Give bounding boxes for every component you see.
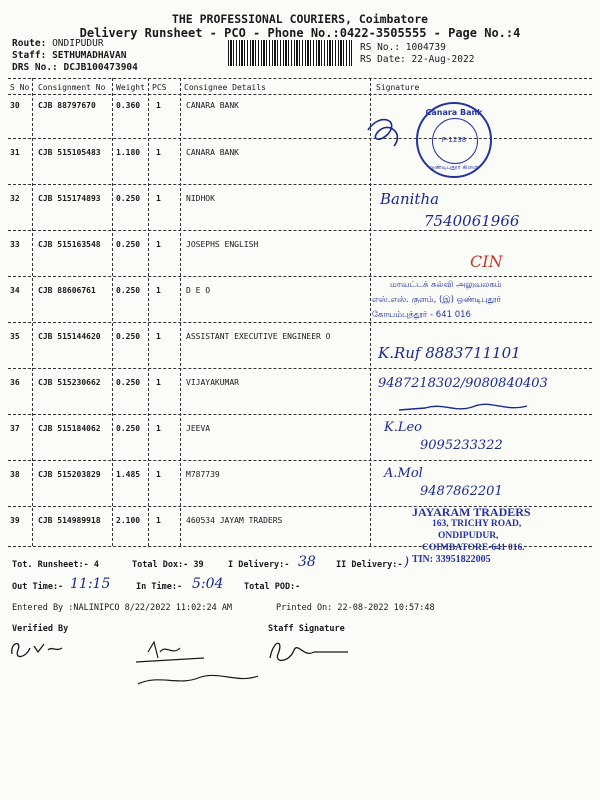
route-row	[12, 38, 104, 49]
row-consignee: VIJAYAKUMAR	[186, 378, 239, 387]
route-value: ONDIPUDUR	[52, 38, 104, 49]
row-line	[8, 322, 592, 323]
col-sep	[32, 78, 33, 546]
ii-delivery-value: )	[404, 555, 410, 570]
row37-sign-phone: 9095233322	[420, 438, 503, 453]
row-sno: 36	[10, 378, 20, 387]
rs-date-value: 22-Aug-2022	[411, 54, 475, 65]
rs-no-label: RS No.:	[360, 42, 401, 53]
total-pod-label: Total POD:-	[244, 582, 301, 592]
row-consignee: 460534 JAYAM TRADERS	[186, 516, 283, 525]
row-sno: 34	[10, 286, 20, 295]
row-consignment: CJB 88797670	[38, 101, 96, 110]
row33-mark: CIN	[470, 252, 503, 271]
out-time-label: Out Time:-	[12, 582, 64, 592]
ii-delivery-label: II Delivery:-	[336, 560, 403, 570]
staff-label: Staff:	[12, 50, 47, 61]
row-consignee: CANARA BANK	[186, 101, 239, 110]
row-consignee: JOSEPHS ENGLISH	[186, 240, 259, 249]
row-weight: 0.360	[116, 101, 141, 110]
row-pcs: 1	[156, 286, 161, 295]
col-signature: Signature	[376, 83, 420, 92]
trader-address-2: ONDIPUDUR,	[438, 531, 499, 541]
row35-sign: K.Ruf 8883711101	[378, 344, 521, 362]
stamp-bank-branch: ஒண்டிபுதூர் கிளை	[429, 164, 479, 171]
row-line	[8, 368, 592, 369]
row-consignment: CJB 515174893	[38, 194, 101, 203]
route-label: Route:	[12, 38, 47, 49]
row-weight: 2.100	[116, 516, 141, 525]
tot-runsheet: Tot. Runsheet:- 4	[12, 560, 99, 570]
row-consignee: JEEVA	[186, 424, 211, 433]
in-time-label: In Time:-	[136, 582, 183, 592]
runsheet-title: THE PROFESSIONAL COURIERS, Coimbatore	[171, 12, 429, 26]
row-sno: 35	[10, 332, 20, 341]
row-sno: 38	[10, 470, 20, 479]
row-sno: 33	[10, 240, 20, 249]
col-sep	[112, 78, 113, 546]
row-sno: 31	[10, 148, 20, 157]
row-pcs: 1	[156, 424, 161, 433]
row-consignee: M787739	[186, 470, 220, 479]
trader-address-3: COIMBATORE-641 016.	[422, 543, 525, 553]
deo-stamp-line2: எஸ்.எஸ். குளம், (இ) ஒண்டிபுதூர்	[372, 295, 502, 305]
out-time-value: 11:15	[70, 576, 111, 592]
runsheet-subtitle: Delivery Runsheet - PCO - Phone No.:0422-3505555 - Page No.:4	[79, 26, 521, 40]
row-line	[8, 276, 592, 277]
row-weight: 0.250	[116, 194, 141, 203]
table-top-line	[8, 78, 592, 79]
row-pcs: 1	[156, 378, 161, 387]
row-sno: 30	[10, 101, 20, 110]
col-sep	[180, 78, 181, 546]
i-delivery-value: 38	[298, 554, 316, 570]
staff-row	[12, 50, 126, 61]
rs-no-row	[360, 42, 446, 53]
staff-signature-label: Staff Signature	[268, 624, 345, 634]
footer-signatures	[8, 634, 368, 694]
row-line	[8, 138, 592, 139]
table-header-line	[8, 94, 592, 95]
verified-by-label: Verified By	[12, 624, 69, 634]
in-time-value: 5:04	[192, 576, 224, 592]
barcode	[228, 40, 352, 66]
row32-sign-name: Banitha	[380, 190, 440, 208]
row-consignee: ASSISTANT EXECUTIVE ENGINEER O	[186, 332, 331, 341]
row-line	[8, 230, 592, 231]
row-pcs: 1	[156, 194, 161, 203]
col-consignee: Consignee Details	[184, 83, 266, 92]
row-pcs: 1	[156, 516, 161, 525]
row-consignee: D E O	[186, 286, 211, 295]
col-sep	[148, 78, 149, 546]
row32-sign-phone: 7540061966	[424, 212, 520, 230]
row36-signature-stroke	[395, 398, 535, 418]
row-weight: 0.250	[116, 240, 141, 249]
row-line	[8, 460, 592, 461]
row-weight: 0.250	[116, 286, 141, 295]
row-consignment: CJB 515105483	[38, 148, 101, 157]
trader-address-1: 163, TRICHY ROAD,	[432, 519, 522, 529]
row-weight: 0.250	[116, 332, 141, 341]
drs-value: DCJB100473904	[63, 62, 138, 73]
jayaram-traders-stamp	[412, 506, 531, 566]
row-weight: 0.250	[116, 378, 141, 387]
col-weight: Weight	[116, 83, 145, 92]
row-consignment: CJB 515203829	[38, 470, 101, 479]
row-consignment: CJB 88606761	[38, 286, 96, 295]
drs-row	[12, 62, 138, 73]
row-sno: 39	[10, 516, 20, 525]
stamp-bank-name: Canara Bank	[425, 108, 483, 117]
row-consignment: CJB 515144620	[38, 332, 101, 341]
trader-tin: TIN: 33951822005	[412, 554, 491, 565]
row-consignment: CJB 514989918	[38, 516, 101, 525]
trader-name: JAYARAM TRADERS	[412, 505, 531, 519]
row-pcs: 1	[156, 470, 161, 479]
row38-sign-phone: 9487862201	[420, 484, 503, 499]
row36-sign: 9487218302/9080840403	[378, 376, 548, 391]
row-weight: 0.250	[116, 424, 141, 433]
rs-date-row	[360, 54, 474, 65]
col-pcs: PCS	[152, 83, 167, 92]
row38-sign-name: A.Mol	[384, 466, 423, 481]
row-line	[8, 184, 592, 185]
row-weight: 1.485	[116, 470, 141, 479]
row-pcs: 1	[156, 148, 161, 157]
stamp-bank-code: P-1238	[441, 136, 467, 144]
signature-scribble	[360, 110, 410, 150]
entered-by: Entered By :NALINIPCO 8/22/2022 11:02:24 AM	[12, 603, 233, 613]
col-sno: S No	[10, 83, 30, 92]
rs-no-value: 1004739	[405, 42, 446, 53]
drs-label: DRS No.:	[12, 62, 58, 73]
row-consignment: CJB 515184062	[38, 424, 101, 433]
row-sno: 32	[10, 194, 20, 203]
row-consignee: CANARA BANK	[186, 148, 239, 157]
staff-value: SETHUMADHAVAN	[52, 50, 127, 61]
deo-stamp-line1: மாவட்டக் கல்வி அலுவலகம்	[390, 280, 502, 290]
col-consignment: Consignment No	[38, 83, 106, 92]
row-sno: 37	[10, 424, 20, 433]
row37-sign-name: K.Leo	[384, 420, 422, 435]
canara-bank-stamp	[416, 102, 492, 178]
row-pcs: 1	[156, 332, 161, 341]
total-dox: Total Dox:- 39	[132, 560, 204, 570]
row-pcs: 1	[156, 240, 161, 249]
printed-on: Printed On: 22-08-2022 10:57:48	[276, 603, 435, 613]
deo-stamp	[372, 278, 502, 323]
row-consignment: CJB 515230662	[38, 378, 101, 387]
deo-stamp-line3: கோயம்புத்தூர் - 641 016	[372, 310, 471, 320]
row-weight: 1.180	[116, 148, 141, 157]
row-consignment: CJB 515163548	[38, 240, 101, 249]
i-delivery-label: I Delivery:-	[228, 560, 290, 570]
row-pcs: 1	[156, 101, 161, 110]
row-consignee: NIDHOK	[186, 194, 215, 203]
rs-date-label: RS Date:	[360, 54, 406, 65]
